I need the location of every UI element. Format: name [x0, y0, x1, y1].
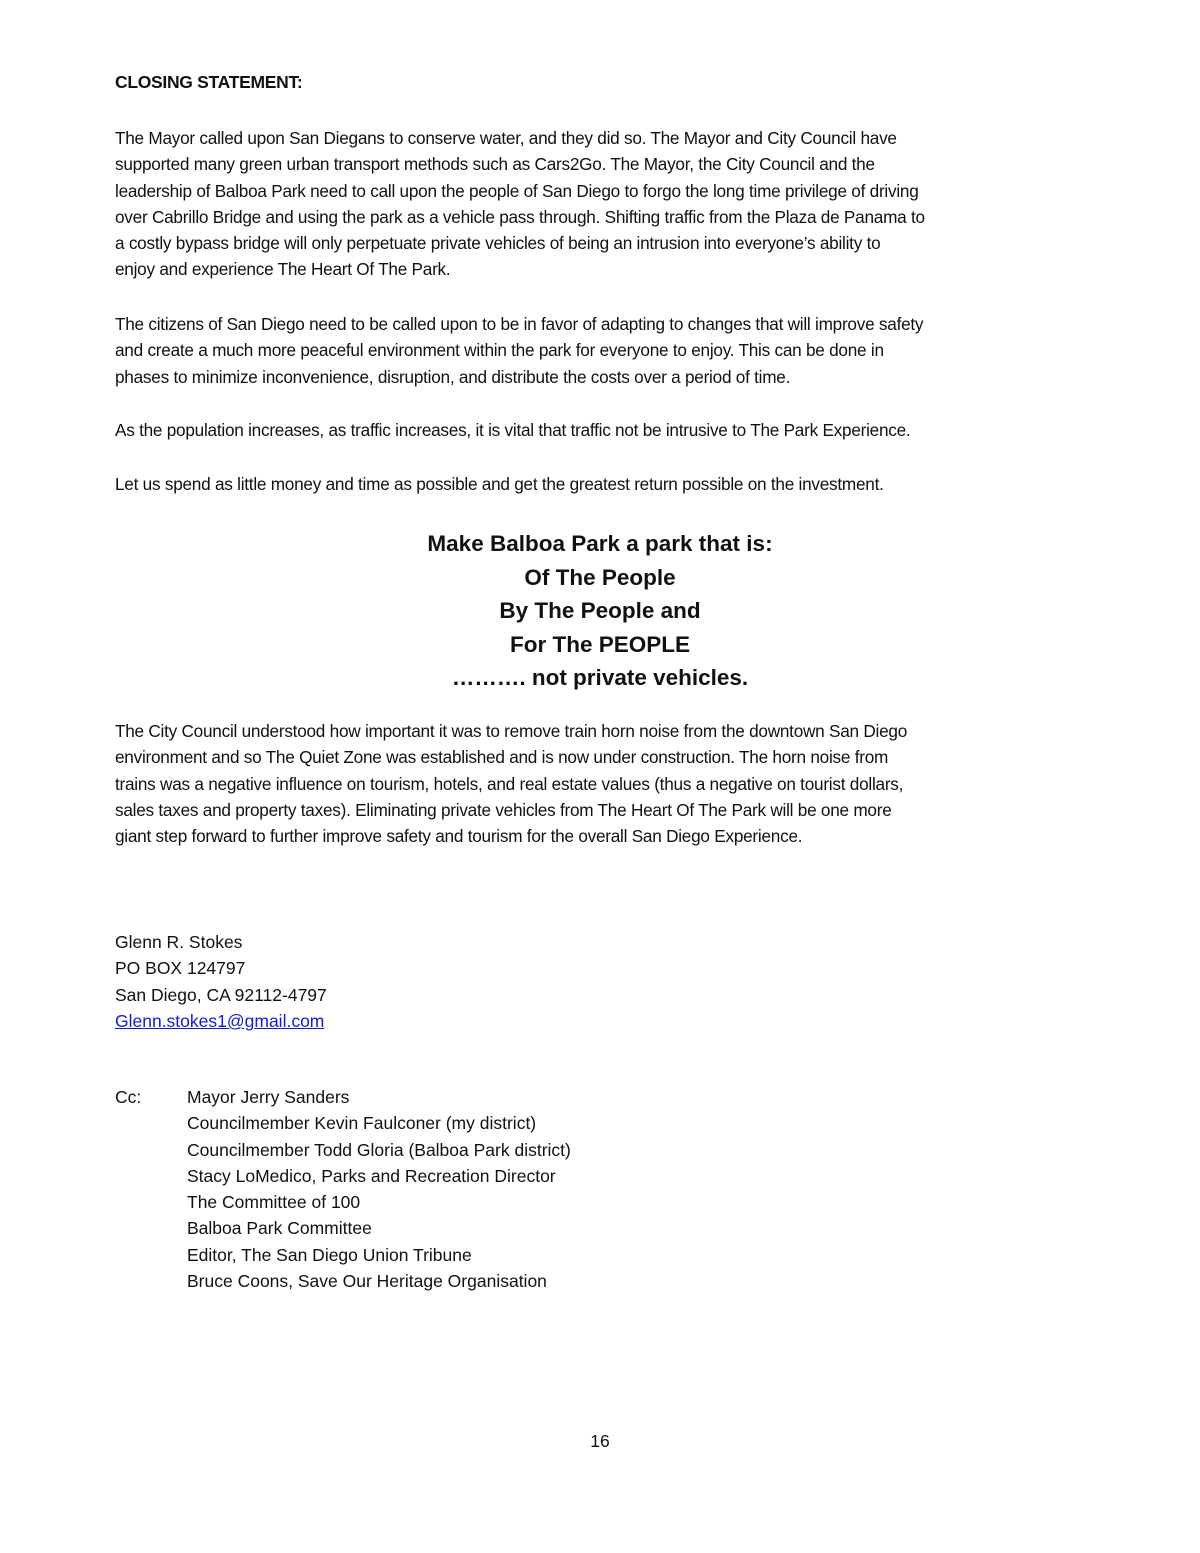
text-line: The City Council understood how important it was to remove train horn noise from the downtown San Diego	[115, 721, 908, 741]
text-line: environment and so The Quiet Zone was established and is now under construction. The horn noise from	[115, 747, 889, 768]
text-line: The citizens of San Diego need to be called upon to be in favor of adapting to changes that will improve safety	[115, 314, 924, 334]
signature-address-line: San Diego, CA 92112-4797	[115, 984, 327, 1005]
text-line: trains was a negative influence on tourism, hotels, and real estate values (thus a negative on tourist dollars,	[115, 773, 904, 794]
cc-recipient: Editor, The San Diego Union Tribune	[187, 1244, 472, 1265]
text-line: sales taxes and property taxes). Eliminating private vehicles from The Heart Of The Park will be one more	[115, 799, 892, 820]
paragraph-1	[115, 125, 1085, 283]
paragraph-3	[115, 417, 1085, 443]
slogan-line: Make Balboa Park a park that is:	[427, 531, 773, 556]
text-line: Let us spend as little money and time as possible and get the greatest return possible on the investment.	[115, 474, 884, 494]
page-number: 16	[590, 1431, 610, 1451]
paragraph-2	[115, 311, 1085, 390]
text-line: and create a much more peaceful environment within the park for everyone to enjoy. This can be done in	[115, 340, 884, 361]
text-line: supported many green urban transport methods such as Cars2Go. The Mayor, the City Council and the	[115, 154, 875, 175]
cc-recipient-list	[187, 1084, 571, 1294]
cc-recipient: Balboa Park Committee	[187, 1218, 372, 1239]
text-line: over Cabrillo Bridge and using the park as a vehicle pass through. Shifting traffic from the Plaza de Panama to	[115, 206, 925, 227]
text-line: enjoy and experience The Heart Of The Park.	[115, 259, 451, 280]
text-line: giant step forward to further improve safety and tourism for the overall San Diego Experience.	[115, 826, 803, 847]
cc-recipient: Bruce Coons, Save Our Heritage Organisation	[187, 1271, 547, 1292]
cc-recipient: Councilmember Kevin Faulconer (my district)	[187, 1113, 537, 1134]
cc-recipient: The Committee of 100	[187, 1192, 361, 1213]
signature-address-line: PO BOX 124797	[115, 958, 246, 979]
cc-label: Cc:	[115, 1087, 142, 1107]
signature-block	[115, 929, 327, 1034]
email-link[interactable]: Glenn.stokes1@gmail.com	[115, 1010, 325, 1031]
cc-recipient: Mayor Jerry Sanders	[187, 1087, 350, 1107]
text-line: phases to minimize inconvenience, disruption, and distribute the costs over a period of time.	[115, 366, 791, 387]
paragraph-5	[115, 718, 1085, 849]
paragraph-4	[115, 471, 1085, 497]
slogan-line: By The People and	[499, 598, 701, 623]
slogan-block	[300, 527, 900, 695]
signature-name: Glenn R. Stokes	[115, 932, 243, 952]
cc-recipient: Stacy LoMedico, Parks and Recreation Director	[187, 1165, 556, 1186]
section-heading: CLOSING STATEMENT:	[115, 72, 303, 92]
text-line: a costly bypass bridge will only perpetuate private vehicles of being an intrusion into everyone’s ability to	[115, 233, 881, 254]
text-line: leadership of Balboa Park need to call upon the people of San Diego to forgo the long time privilege of driving	[115, 180, 919, 201]
text-line: As the population increases, as traffic increases, it is vital that traffic not be intrusive to The Park Experience.	[115, 420, 911, 440]
slogan-line: For The PEOPLE	[509, 631, 691, 657]
slogan-line: Of The People	[524, 564, 676, 590]
slogan-line: ………. not private vehicles.	[451, 665, 749, 690]
text-line: The Mayor called upon San Diegans to conserve water, and they did so. The Mayor and City Council have	[115, 128, 897, 148]
cc-recipient: Councilmember Todd Gloria (Balboa Park district)	[187, 1139, 571, 1160]
